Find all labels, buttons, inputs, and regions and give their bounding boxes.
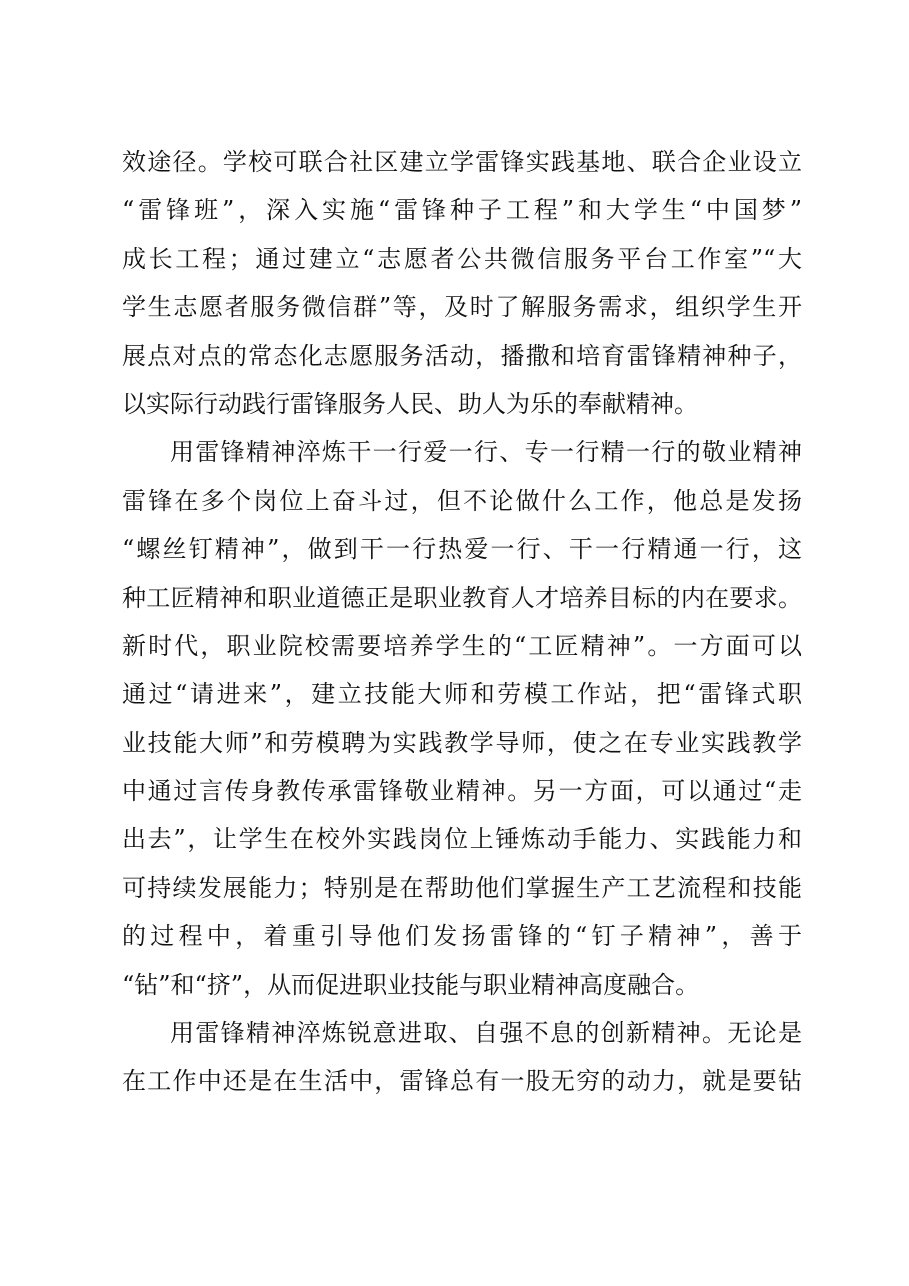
text-line: 中通过言传身教传承雷锋敬业精神。另一方面，可以通过“走: [122, 777, 802, 806]
text-line: 效途径。学校可联合社区建立学雷锋实践基地、联合企业设立: [122, 148, 802, 176]
text-line: 用雷锋精神淬炼干一行爱一行、专一行精一行的敬业精神: [170, 438, 802, 467]
text-line: 以实际行动践行雷锋服务人民、助人为乐的奉献精神。: [122, 389, 698, 418]
text-line: 业技能大师”和劳模聘为实践教学导师，使之在专业实践教学: [122, 728, 802, 757]
text-line: 出去”，让学生在校外实践岗位上锤炼动手能力、实践能力和: [122, 825, 802, 854]
text-line: 成长工程；通过建立“志愿者公共微信服务平台工作室”“大: [122, 244, 802, 273]
text-line: 新时代，职业院校需要培养学生的“工匠精神”。一方面可以: [122, 631, 802, 660]
text-line: 在工作中还是在生活中，雷锋总有一股无穷的动力，就是要钻: [122, 1067, 802, 1096]
text-line: “钻”和“挤”，从而促进职业技能与职业精神高度融合。: [122, 970, 700, 999]
text-line: 学生志愿者服务微信群”等，及时了解服务需求，组织学生开: [122, 293, 802, 322]
text-line: 用雷锋精神淬炼锐意进取、自强不息的创新精神。无论是: [170, 1019, 802, 1048]
text-line: 种工匠精神和职业道德正是职业教育人才培养目标的内在要求。: [122, 583, 802, 612]
body-text: [122, 138, 802, 1106]
text-line: 通过“请进来”，建立技能大师和劳模工作站，把“雷锋式职: [122, 680, 802, 709]
text-line: “雷锋班”，深入实施“雷锋种子工程”和大学生“中国梦”: [122, 196, 802, 225]
text-line: “螺丝钉精神”，做到干一行热爱一行、干一行精通一行，这: [122, 535, 802, 564]
text-line: 展点对点的常态化志愿服务活动，播撒和培育雷锋精神种子，: [122, 341, 802, 370]
text-line: 可持续发展能力；特别是在帮助他们掌握生产工艺流程和技能: [122, 873, 802, 902]
text-line: 雷锋在多个岗位上奋斗过，但不论做什么工作，他总是发扬: [122, 486, 802, 515]
text-line: 的过程中，着重引导他们发扬雷锋的“钉子精神”，善于: [122, 922, 802, 951]
